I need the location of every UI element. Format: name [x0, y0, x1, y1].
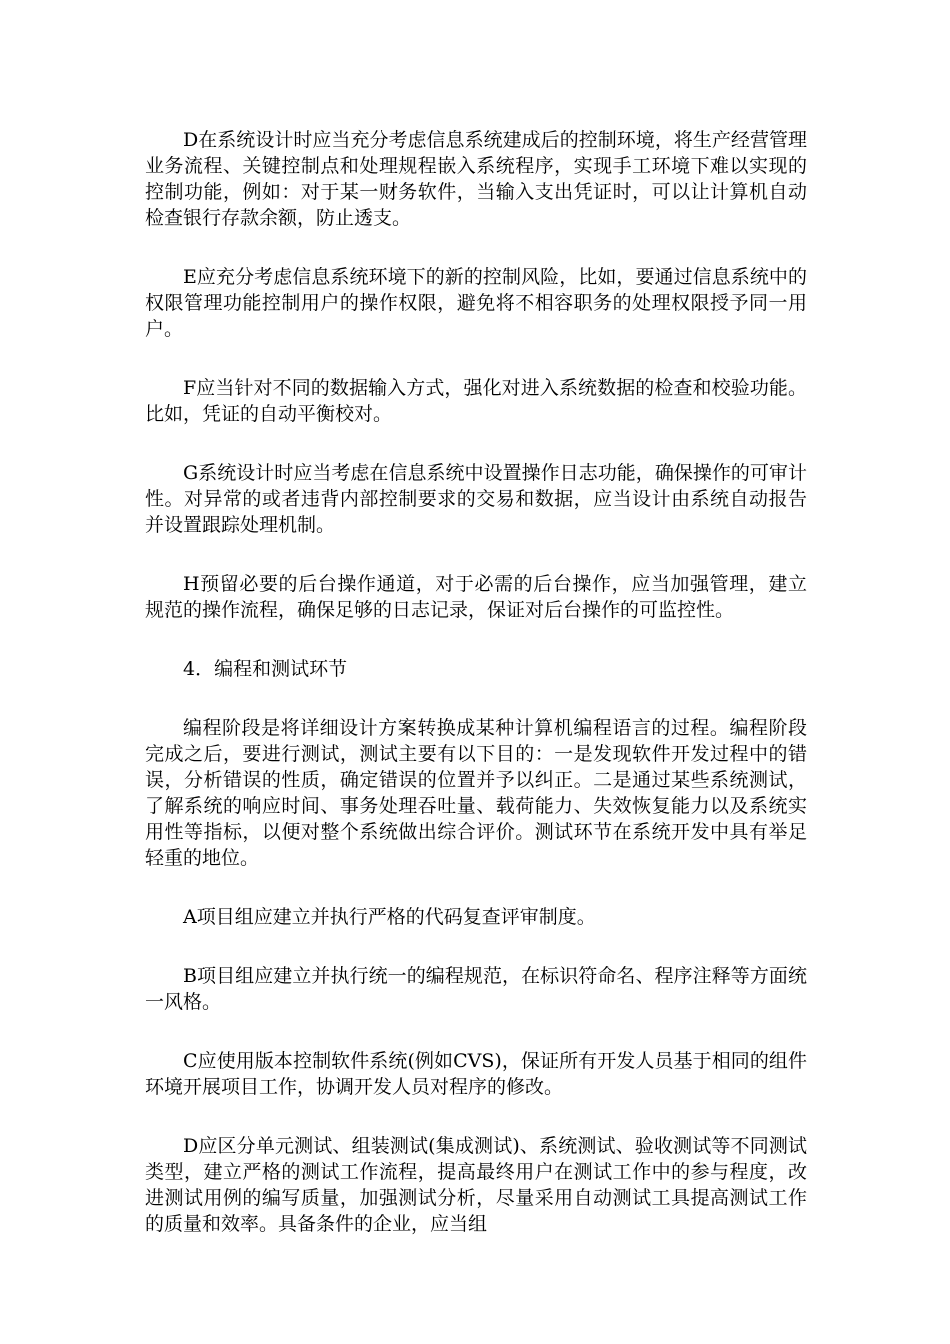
document-body	[145, 127, 807, 1270]
paragraph-g-operation-log: G系统设计时应当考虑在信息系统中设置操作日志功能，确保操作的可审计性。对异常的或者违背内部控制要求的交易和数据，应当设计由系统自动报告并设置跟踪处理机制。	[145, 462, 807, 536]
paragraph-a-code-review: A项目组应建立并执行严格的代码复查评审制度。	[183, 906, 596, 928]
paragraph-programming-overview: 编程阶段是将详细设计方案转换成某种计算机编程语言的过程。编程阶段完成之后，要进行测试，测试主要有以下目的：一是发现软件开发过程中的错误，分析错误的性质，确定错误的位置并予以纠正。二是通过某些系统测试，了解系统的响应时间、事务处理吞吐量、载荷能力、失效恢复能力以及系统实用性等指标，以便对整个系统做出综合评价。测试环节在系统开发中具有举足轻重的地位。	[145, 717, 807, 869]
paragraph-d-testing-types: D应区分单元测试、组装测试(集成测试)、系统测试、验收测试等不同测试类型，建立严格的测试工作流程，提高最终用户在测试工作中的参与程度，改进测试用例的编写质量，加强测试分析，尽量采用自动测试工具提高测试工作的质量和效率。具备条件的企业，应当组	[145, 1135, 807, 1235]
paragraph-d-control-environment: D在系统设计时应当充分考虑信息系统建成后的控制环境，将生产经营管理业务流程、关键控制点和处理规程嵌入系统程序，实现手工环境下难以实现的控制功能，例如：对于某一财务软件，当输入支出凭证时，可以让计算机自动检查银行存款余额，防止透支。	[145, 129, 807, 229]
paragraph-f-input-validation: F应当针对不同的数据输入方式，强化对进入系统数据的检查和校验功能。比如，凭证的自动平衡校对。	[145, 377, 807, 425]
paragraph-h-backend-access: H预留必要的后台操作通道，对于必需的后台操作，应当加强管理，建立规范的操作流程，确保足够的日志记录，保证对后台操作的可监控性。	[145, 573, 807, 621]
paragraph-e-control-risk: E应充分考虑信息系统环境下的新的控制风险，比如，要通过信息系统中的权限管理功能控制用户的操作权限，避免将不相容职务的处理权限授予同一用户。	[145, 266, 807, 340]
paragraph-c-version-control: C应使用版本控制软件系统(例如CVS)，保证所有开发人员基于相同的组件环境开展项目工作，协调开发人员对程序的修改。	[145, 1050, 807, 1098]
paragraph-b-coding-standard: B项目组应建立并执行统一的编程规范，在标识符命名、程序注释等方面统一风格。	[145, 965, 807, 1013]
section-heading: 4．编程和测试环节	[183, 658, 348, 680]
